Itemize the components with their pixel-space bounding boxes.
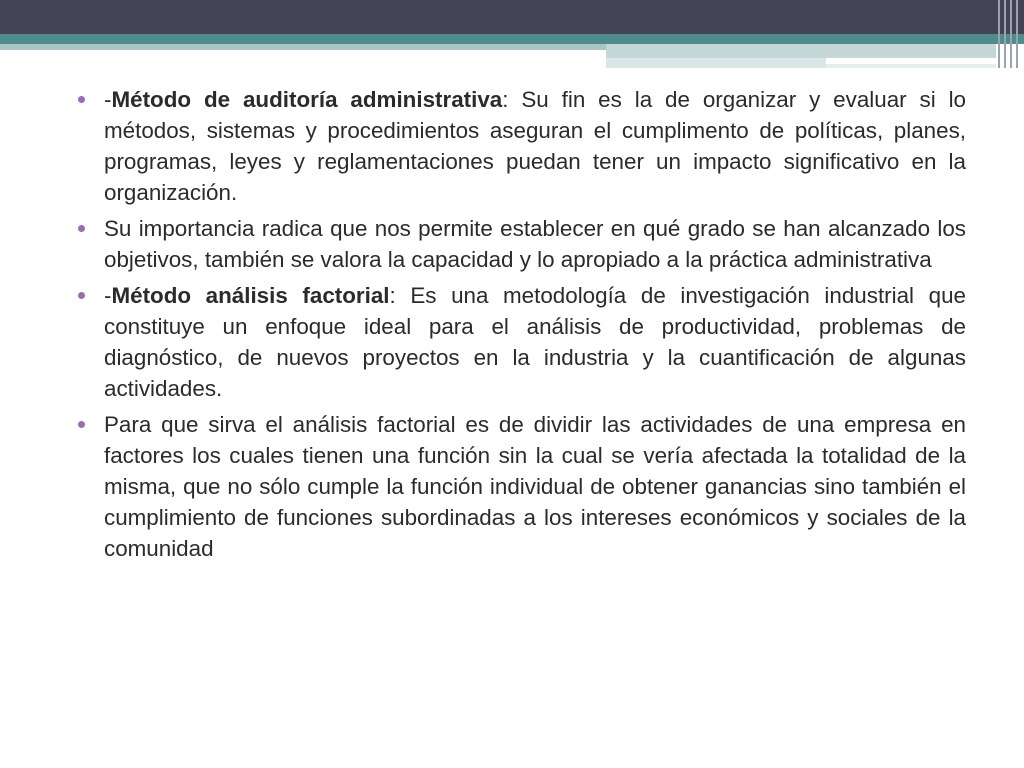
slide-body bbox=[74, 84, 966, 569]
bullet-dot-icon bbox=[78, 421, 85, 428]
header-accent-bar bbox=[826, 64, 996, 68]
bullet-dot-icon bbox=[78, 225, 85, 232]
bullet-heading: Método análisis factorial bbox=[111, 283, 390, 308]
bullet-item bbox=[74, 280, 966, 404]
header-accent-bar bbox=[606, 44, 996, 58]
bullet-dot-icon bbox=[78, 96, 85, 103]
header-vertical-lines bbox=[994, 0, 1024, 68]
bullet-lead: - bbox=[104, 283, 112, 308]
header-teal-band bbox=[0, 34, 1024, 44]
bullet-list bbox=[74, 84, 966, 564]
bullet-item bbox=[74, 213, 966, 275]
bullet-item bbox=[74, 84, 966, 208]
bullet-text: Su importancia radica que nos permite establecer en qué grado se han alcanzado los objetivos, también se valora la capacidad y lo apropiado a la práctica administrativa bbox=[104, 216, 966, 272]
bullet-lead: - bbox=[104, 87, 112, 112]
bullet-text: : Su fin es la de organizar y evaluar si lo métodos, sistemas y procedimientos aseguran el cumplimento de políticas, planes, programas, leyes y reglamentaciones puedan tener un impacto significativo en la organización. bbox=[104, 87, 966, 205]
header-dark-band bbox=[0, 0, 1024, 34]
bullet-heading: Método de auditoría administrativa bbox=[111, 87, 503, 112]
bullet-text: Para que sirva el análisis factorial es de dividir las actividades de una empresa en factores los cuales tienen una función sin la cual se vería afectada la totalidad de la misma, que no sólo cumple la función individual de obtener ganancias sino también el cumplimiento de funciones subordinadas a los intereses económicos y sociales de la comunidad bbox=[104, 412, 966, 561]
header-accent-bar bbox=[606, 58, 826, 68]
bullet-item bbox=[74, 409, 966, 564]
bullet-text: : Es una metodología de investigación industrial que constituye un enfoque ideal para el análisis de productividad, problemas de diagnóstico, de nuevos proyectos en la industria y la cuantificación de algunas actividades. bbox=[104, 283, 966, 401]
bullet-dot-icon bbox=[78, 292, 85, 299]
header-accent-bar bbox=[0, 44, 606, 50]
